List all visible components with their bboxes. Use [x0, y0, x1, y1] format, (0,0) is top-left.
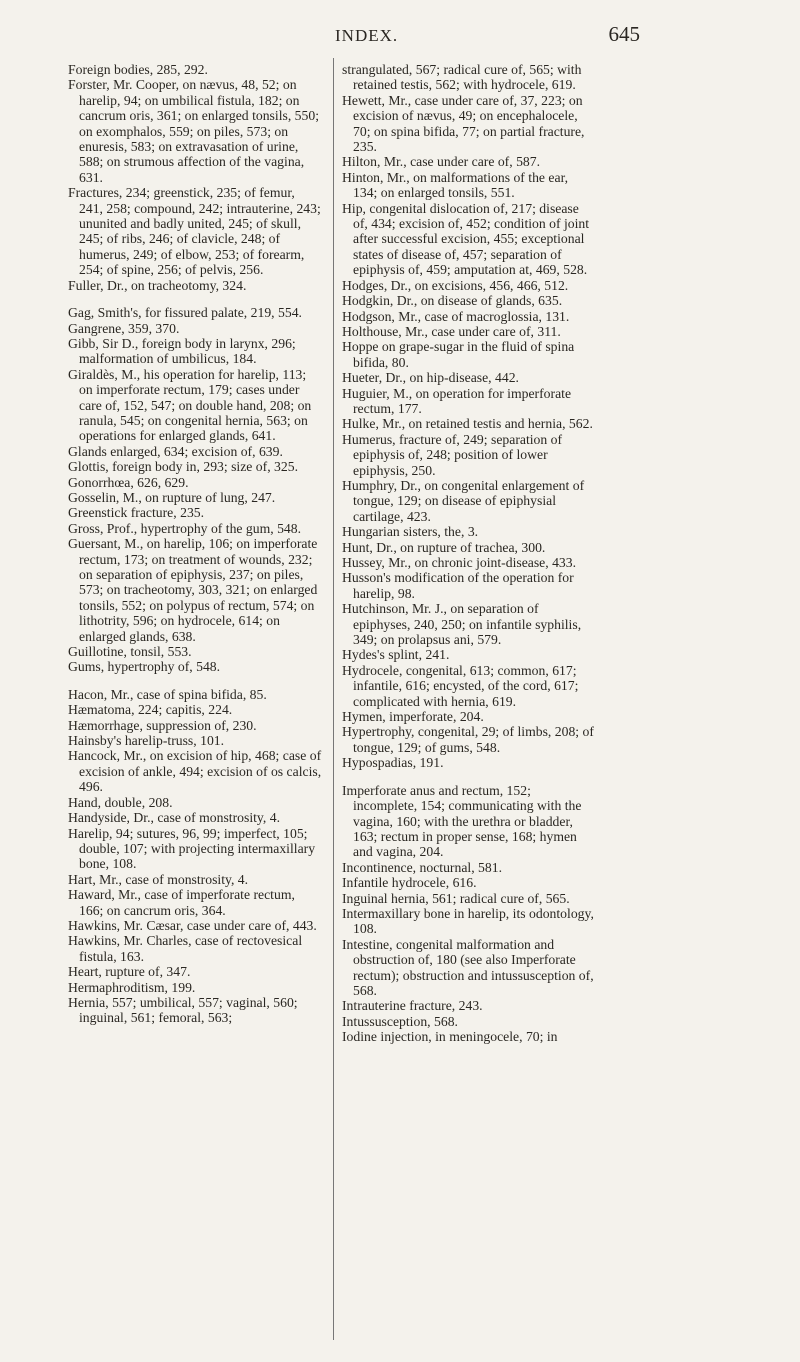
index-entry: Greenstick fracture, 235.	[68, 505, 205, 521]
index-entry: Hydes's splint, 241.	[342, 647, 450, 663]
index-entry: Glands enlarged, 634; excision of, 639.	[68, 443, 283, 459]
index-entry: Hungarian sisters, the, 3.	[342, 524, 479, 540]
index-entry: Hernia, 557; umbilical, 557; vaginal, 560; inguinal, 561; femoral, 563;	[68, 994, 298, 1026]
index-entry: Hilton, Mr., case under care of, 587.	[342, 154, 541, 170]
index-entry: Guillotine, tonsil, 553.	[68, 644, 192, 660]
index-entry: Gibb, Sir D., foreign body in larynx, 296; malformation of umbilicus, 184.	[68, 335, 296, 367]
index-entry: Hand, double, 208.	[68, 794, 173, 810]
index-entry: Guersant, M., on harelip, 106; on imperforate rectum, 173; on treatment of wounds, 232; on separation of epiphysis, 237; on piles, 573; on tracheotomy, 303, 321; on enlarged tonsils, 552; on polypus of rectum, 574; on lithotrity, 596; on hydrocele, 614; on enlarged glands, 638.	[68, 536, 318, 644]
index-entry: Gosselin, M., on rupture of lung, 247.	[68, 489, 276, 505]
index-entry: Imperforate anus and rectum, 152; incomplete, 154; communicating with the vagina, 160; with the urethra or bladder, 163; rectum in proper sense, 168; hymen and vagina, 204.	[342, 782, 582, 860]
index-entry: Hutchinson, Mr. J., on separation of epiphyses, 240, 250; on infantile syphilis, 349; on prolapsus ani, 579.	[342, 601, 582, 648]
index-entry: Intermaxillary bone in harelip, its odontology, 108.	[342, 905, 594, 937]
group-gap	[342, 771, 594, 783]
page-header	[0, 22, 800, 52]
index-entry: Haward, Mr., case of imperforate rectum, 166; on cancrum oris, 364.	[68, 887, 295, 918]
index-entry: Hæmorrhage, suppression of, 230.	[68, 717, 257, 733]
index-entry: Humerus, fracture of, 249; separation of epiphysis of, 248; position of lower epiphysis, 250.	[342, 431, 563, 478]
index-entry: Fuller, Dr., on tracheotomy, 324.	[68, 277, 247, 293]
index-entry: Incontinence, nocturnal, 581.	[342, 859, 503, 875]
index-entry: Heart, rupture of, 347.	[68, 964, 191, 980]
index-entry: Giraldès, M., his operation for harelip, 113; on imperforate rectum, 179; cases under care of, 152, 547; on double hand, 208; on ranula, 545; on congenital hernia, 563; on operations for enlarged glands, 641.	[68, 366, 312, 444]
index-entry: Hacon, Mr., case of spina bifida, 85.	[68, 686, 267, 702]
index-entry: Harelip, 94; sutures, 96, 99; imperfect, 105; double, 107; with projecting intermaxillary bone, 108.	[68, 825, 316, 872]
index-entry: Hodgkin, Dr., on disease of glands, 635.	[342, 293, 563, 309]
index-entry: Hip, congenital dislocation of, 217; disease of, 434; excision of, 452; condition of joint after successful excision, 455; exceptional states of disease of, 457; separation of epiphysis of, 459; amputation at, 469, 528.	[342, 200, 590, 278]
index-entry: Forster, Mr. Cooper, on nævus, 48, 52; on harelip, 94; on umbilical fistula, 182; on cancrum oris, 361; on enlarged tonsils, 550; on exomphalos, 559; on piles, 573; on enuresis, 583; on extravasation of urine, 588; on strumous affection of the vagina, 631.	[68, 77, 319, 185]
index-entry: Huguier, M., on operation for imperforate rectum, 177.	[342, 385, 572, 416]
index-entry: Hypertrophy, congenital, 29; of limbs, 208; of tongue, 129; of gums, 548.	[342, 724, 594, 755]
index-entry: Inguinal hernia, 561; radical cure of, 565.	[342, 890, 570, 906]
index-entry: Hainsby's harelip-truss, 101.	[68, 733, 225, 749]
index-entry: Glottis, foreign body in, 293; size of, 325.	[68, 459, 299, 475]
index-entry: Intussusception, 568.	[342, 1013, 458, 1029]
page-number: 645	[608, 22, 640, 46]
index-entry: strangulated, 567; radical cure of, 565; with retained testis, 562; with hydrocele, 619.	[342, 62, 582, 93]
index-entry: Hodgson, Mr., case of macroglossia, 131.	[342, 308, 570, 324]
index-entry: Hydrocele, congenital, 613; common, 617; infantile, 616; encysted, of the cord, 617; complicated with hernia, 619.	[342, 662, 579, 709]
index-entry: Hypospadias, 191.	[342, 755, 444, 771]
index-entry: Hawkins, Mr. Charles, case of rectovesical fistula, 163.	[68, 933, 303, 964]
index-entry: Hoppe on grape-sugar in the fluid of spina bifida, 80.	[342, 339, 575, 370]
index-entry: Hawkins, Mr. Cæsar, case under care of, 443.	[68, 917, 317, 933]
index-entry: Gross, Prof., hypertrophy of the gum, 548.	[68, 520, 302, 536]
index-entry: Foreign bodies, 285, 292.	[68, 62, 208, 77]
column-divider	[333, 58, 334, 1340]
index-entry: Hæmatoma, 224; capitis, 224.	[68, 702, 233, 718]
index-entry: Hancock, Mr., on excision of hip, 468; case of excision of ankle, 494; excision of os calcis, 496.	[68, 748, 322, 795]
group-gap	[68, 675, 322, 687]
index-entry: Gonorrhœa, 626, 629.	[68, 474, 189, 490]
index-entry: Hunt, Dr., on rupture of trachea, 300.	[342, 539, 546, 555]
index-entry: Gums, hypertrophy of, 548.	[68, 659, 221, 675]
index-entry: Hymen, imperforate, 204.	[342, 709, 484, 725]
index-entry: Husson's modification of the operation for harelip, 98.	[342, 570, 574, 601]
index-entry: Iodine injection, in meningocele, 70; in	[342, 1029, 558, 1045]
index-entry: Hermaphroditism, 199.	[68, 979, 196, 995]
index-entry: Gangrene, 359, 370.	[68, 320, 180, 336]
group-gap	[68, 293, 322, 305]
index-entry: Intestine, congenital malformation and obstruction of, 180 (see also Imperforate rectum); obstruction and intussusception of, 568.	[342, 936, 594, 998]
running-head: INDEX.	[335, 26, 399, 45]
left-column	[68, 62, 322, 1026]
index-entry: Hart, Mr., case of monstrosity, 4.	[68, 871, 249, 887]
index-entry: Infantile hydrocele, 616.	[342, 875, 477, 891]
index-entry: Handyside, Dr., case of monstrosity, 4.	[68, 810, 280, 826]
index-entry: Hulke, Mr., on retained testis and hernia, 562.	[342, 416, 593, 432]
index-entry: Hueter, Dr., on hip-disease, 442.	[342, 370, 519, 386]
index-entry: Holthouse, Mr., case under care of, 311.	[342, 323, 561, 339]
index-entry: Hodges, Dr., on excisions, 456, 466, 512.	[342, 277, 569, 293]
index-entry: Hussey, Mr., on chronic joint-disease, 433.	[342, 555, 577, 570]
index-entry: Hinton, Mr., on malformations of the ear, 134; on enlarged tonsils, 551.	[342, 169, 569, 201]
index-entry: Hewett, Mr., case under care of, 37, 223; on excision of nævus, 49; on encephalocele, 70; on spina bifida, 77; on partial fracture, 235.	[342, 92, 585, 155]
index-entry: Gag, Smith's, for fissured palate, 219, 554.	[68, 305, 302, 321]
index-entry: Intrauterine fracture, 243.	[342, 998, 483, 1014]
index-entry: Fractures, 234; greenstick, 235; of femur, 241, 258; compound, 242; intrauterine, 243; ununited and badly united, 245; of skull, 245; of ribs, 246; of clavicle, 248; of humerus, 249; of elbow, 253; of forearm, 254; of spine, 256; of pelvis, 256.	[68, 185, 321, 278]
right-column	[342, 62, 594, 1045]
index-entry: Humphry, Dr., on congenital enlargement of tongue, 129; on disease of epiphysial cartilage, 423.	[342, 477, 585, 524]
